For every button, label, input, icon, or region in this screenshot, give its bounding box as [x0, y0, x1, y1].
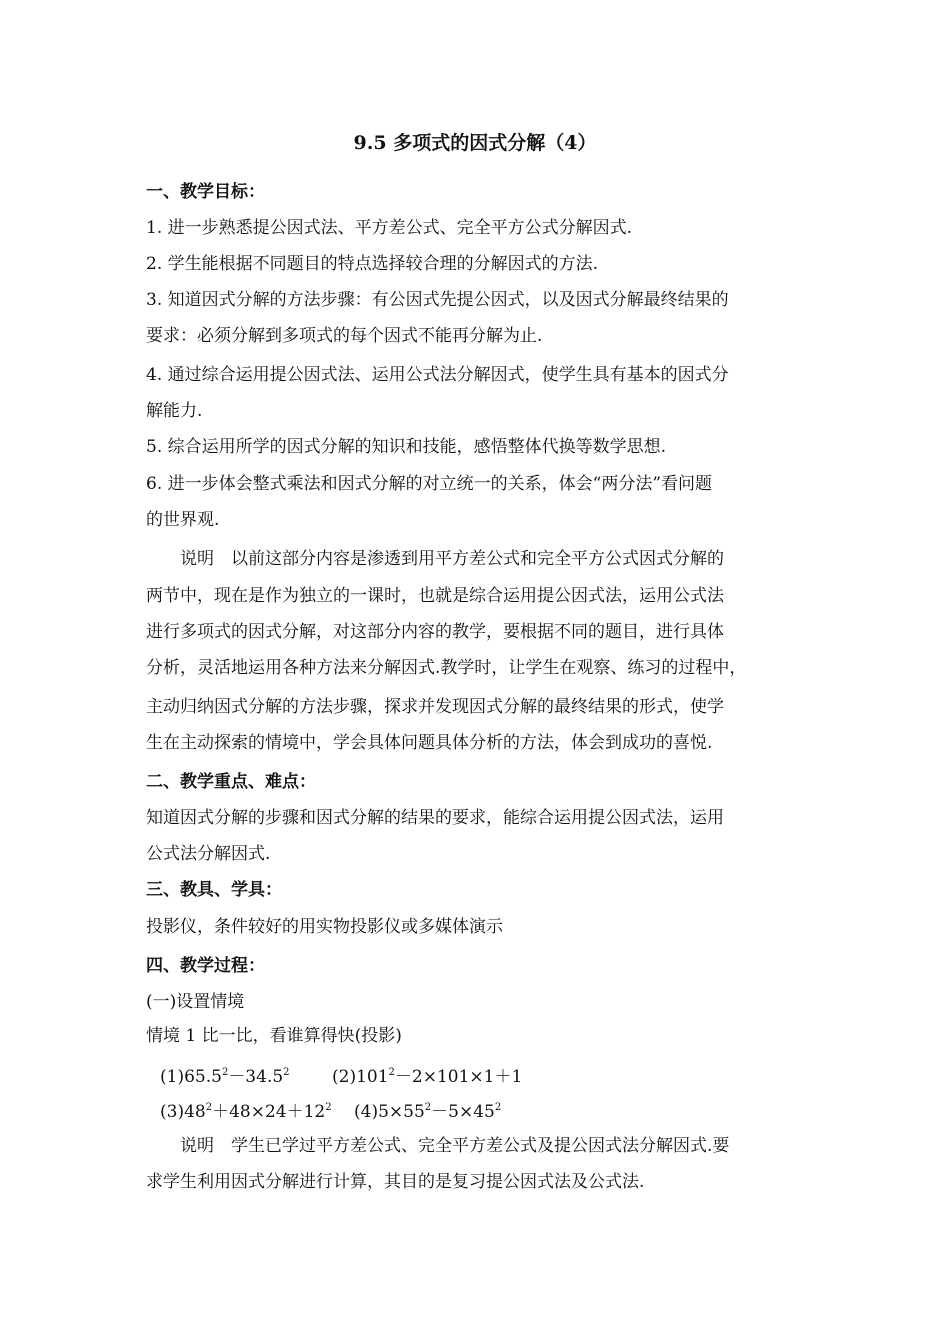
document-title: 9.5 多项式的因式分解（4）	[353, 132, 597, 154]
subsection-heading: (一)设置情境	[146, 992, 245, 1012]
exercise-2: $(2)101^2-2\times 101\times 1+1$	[332, 1067, 523, 1087]
section-heading-tools: 三、教具、学具：	[146, 880, 282, 900]
note-paragraph-line: 生在主动探索的情境中，学会具体问题具体分析的方法，体会到成功的喜悦.	[146, 733, 713, 753]
goal-line: 6. 进一步体会整式乘法和因式分解的对立统一的关系，体会“两分法”看问题	[146, 474, 713, 494]
note-paragraph-line: 两节中，现在是作为独立的一课时，也就是综合运用提公因式法，运用公式法	[146, 586, 724, 606]
goal-line: 4. 通过综合运用提公因式法、运用公式法分解因式，使学生具有基本的因式分	[146, 365, 729, 385]
note-paragraph-line: 主动归纳因式分解的方法步骤，探求并发现因式分解的最终结果的形式，使学	[146, 697, 724, 717]
goal-line: 5. 综合运用所学的因式分解的知识和技能，感悟整体代换等数学思想.	[146, 437, 667, 457]
exercise-1: $(1)65.5^2-34.5^2$	[160, 1067, 290, 1087]
goal-line: 解能力.	[146, 401, 203, 421]
section-heading-process: 四、教学过程：	[146, 956, 265, 976]
tools-line: 投影仪，条件较好的用实物投影仪或多媒体演示	[146, 917, 503, 937]
note-paragraph-line: 说明 以前这部分内容是渗透到用平方差公式和完全平方公式因式分解的	[180, 549, 724, 569]
key-points-line: 知道因式分解的步骤和因式分解的结果的要求，能综合运用提公因式法，运用	[146, 808, 724, 828]
goal-line: 2. 学生能根据不同题目的特点选择较合理的分解因式的方法.	[146, 254, 599, 274]
exercise-4: $(4)5\times 55^2-5\times 45^2$	[354, 1102, 502, 1122]
key-points-line: 公式法分解因式.	[146, 844, 271, 864]
note-paragraph-line: 进行多项式的因式分解，对这部分内容的教学，要根据不同的题目，进行具体	[146, 622, 724, 642]
goal-line: 的世界观.	[146, 510, 220, 530]
goal-line: 要求：必须分解到多项式的每个因式不能再分解为止.	[146, 326, 543, 346]
note-paragraph-line: 求学生利用因式分解进行计算，其目的是复习提公因式法及公式法.	[146, 1172, 645, 1192]
goal-line: 1. 进一步熟悉提公因式法、平方差公式、完全平方公式分解因式.	[146, 218, 633, 238]
goal-line: 3. 知道因式分解的方法步骤：有公因式先提公因式，以及因式分解最终结果的	[146, 290, 729, 310]
section-heading-goals: 一、教学目标：	[146, 182, 265, 202]
note-paragraph-line: 分析，灵活地运用各种方法来分解因式.教学时，让学生在观察、练习的过程中，	[146, 658, 747, 678]
situation-line: 情境 1 比一比，看谁算得快(投影)	[146, 1026, 402, 1046]
note-paragraph-line: 说明 学生已学过平方差公式、完全平方差公式及提公因式法分解因式.要	[180, 1136, 730, 1156]
section-heading-key-points: 二、教学重点、难点：	[146, 772, 316, 792]
exercise-3: $(3)48^2+48\times 24+12^2$	[160, 1102, 332, 1122]
